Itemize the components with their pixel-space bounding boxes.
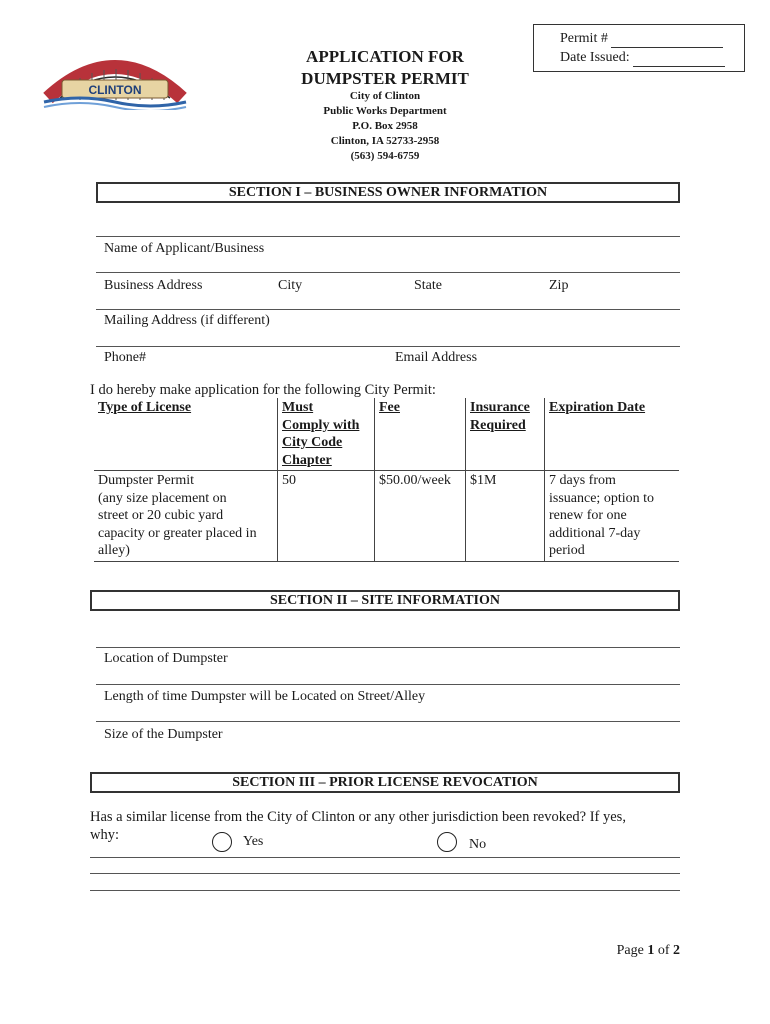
dumpster-size-label: Size of the Dumpster — [104, 727, 223, 742]
date-issued-field[interactable] — [633, 52, 725, 67]
cell-expiration: 7 days from issuance; option to renew for one additional 7-day period — [545, 471, 680, 562]
applicant-name-label: Name of Applicant/Business — [104, 241, 265, 256]
header-insurance: Insurance Required — [466, 398, 545, 471]
header-expiration-date: Expiration Date — [545, 398, 680, 471]
permit-number-field[interactable] — [611, 33, 723, 48]
revocation-question: Has a similar license from the City of Clinton or any other jurisdiction been revoked? If yes, — [90, 809, 626, 825]
location-label: Location of Dumpster — [104, 651, 228, 666]
office-use-box — [533, 24, 745, 72]
department-name: Public Works Department — [323, 105, 447, 117]
city-label: City — [278, 278, 303, 293]
section-1-top-line — [96, 236, 680, 237]
form-title — [270, 46, 500, 90]
section-1-title: SECTION I – BUSINESS OWNER INFORMATION — [228, 185, 548, 200]
title-line-1: APPLICATION FOR — [306, 47, 464, 66]
section-3-title: SECTION III – PRIOR LICENSE REVOCATION — [232, 775, 538, 790]
header-fee: Fee — [375, 398, 466, 471]
po-box: P.O. Box 2958 — [352, 120, 418, 132]
cell-code-chapter: 50 — [278, 471, 375, 562]
yes-label: Yes — [243, 834, 264, 849]
section-2-header — [90, 590, 680, 611]
section-1-header — [96, 182, 680, 203]
yes-radio[interactable] — [212, 832, 232, 852]
phone-label: Phone# — [104, 350, 146, 365]
header-must-comply: Must Comply with City Code Chapter — [278, 398, 375, 471]
permit-number-label: Permit # — [560, 31, 608, 46]
email-label: Email Address — [395, 350, 478, 365]
revocation-line-1[interactable] — [90, 857, 680, 858]
permit-table — [94, 398, 679, 562]
business-address-field[interactable] — [96, 309, 680, 310]
page-number: Page 1 of 2 — [616, 943, 680, 958]
mailing-address-label: Mailing Address (if different) — [104, 313, 270, 328]
cell-insurance: $1M — [466, 471, 545, 562]
section-3-header — [90, 772, 680, 793]
section-2-top-line — [96, 647, 680, 648]
city-state-zip: Clinton, IA 52733-2958 — [330, 135, 440, 147]
location-field[interactable] — [96, 684, 680, 685]
city-logo — [40, 50, 190, 110]
title-line-2: DUMPSTER PERMIT — [301, 69, 469, 88]
applicant-name-field[interactable] — [96, 272, 680, 273]
revocation-line-2[interactable] — [90, 873, 680, 874]
permit-table-header-row — [94, 398, 679, 471]
date-issued-label: Date Issued: — [560, 50, 630, 65]
department-phone: (563) 594-6759 — [350, 150, 420, 162]
business-address-label: Business Address — [104, 278, 203, 293]
department-address — [270, 89, 500, 164]
zip-label: Zip — [549, 278, 569, 293]
header-type-of-license: Type of License — [94, 398, 278, 471]
state-label: State — [414, 278, 442, 293]
no-radio[interactable] — [437, 832, 457, 852]
mailing-address-field[interactable] — [96, 346, 680, 347]
cell-license-type: Dumpster Permit (any size placement on street or 20 cubic yard capacity or greater placed in alley) — [94, 471, 278, 562]
section-2-title: SECTION II – SITE INFORMATION — [269, 593, 500, 608]
revocation-line-3[interactable] — [90, 890, 680, 891]
revocation-question-why: why: — [90, 827, 119, 843]
no-label: No — [469, 837, 487, 852]
logo-name-text: CLINTON — [88, 83, 142, 97]
table-row — [94, 471, 679, 562]
length-of-time-label: Length of time Dumpster will be Located on Street/Alley — [104, 689, 426, 704]
cell-fee: $50.00/week — [375, 471, 466, 562]
city-name: City of Clinton — [349, 90, 421, 102]
length-of-time-field[interactable] — [96, 721, 680, 722]
permit-intro-text: I do hereby make application for the following City Permit: — [90, 382, 436, 398]
